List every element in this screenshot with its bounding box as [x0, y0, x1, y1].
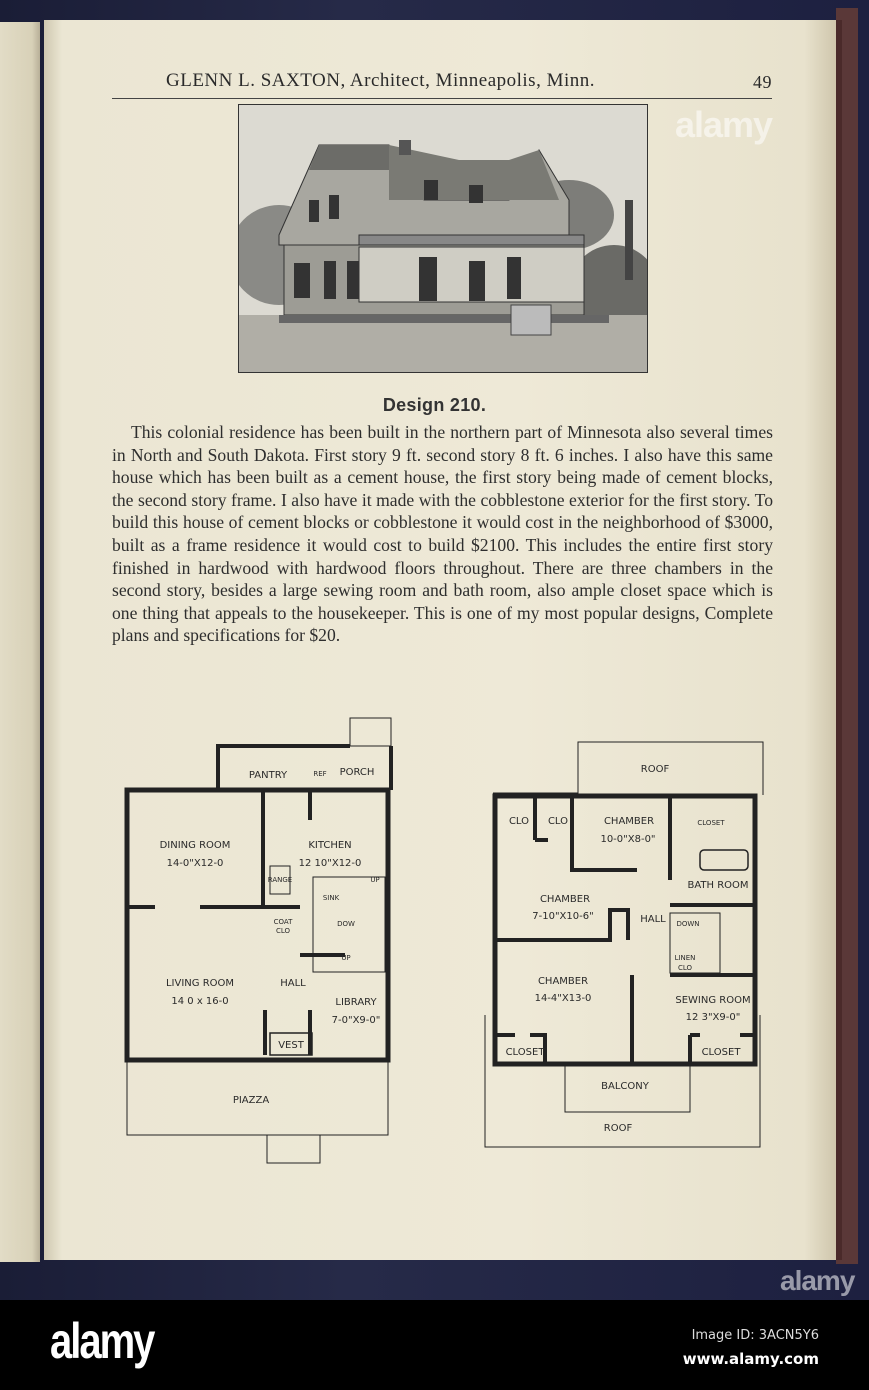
page-number: 49: [753, 72, 772, 92]
label-sink: SINK: [322, 894, 340, 902]
second-floor-labels: [506, 764, 751, 1134]
label-library-size: 7-0"X9-0": [331, 1015, 381, 1026]
label-clo-1: CLO: [508, 816, 530, 827]
label-clo: CLO: [275, 927, 291, 935]
label-chamber-3-size: 14-4"X13-0: [534, 993, 592, 1004]
site-url: www.alamy.com: [682, 1350, 819, 1368]
label-range: RANGE: [267, 876, 293, 884]
label-chamber-2: CHAMBER: [539, 894, 591, 905]
label-closet-left: CLOSET: [505, 1047, 545, 1058]
label-pantry: PANTRY: [248, 770, 288, 781]
label-roof-bottom: ROOF: [603, 1123, 633, 1134]
image-id: Image ID: 3ACN5Y6: [691, 1328, 819, 1343]
label-bath-room: BATH ROOM: [687, 880, 749, 891]
design-description: This colonial residence has been built in the northern part of Minnesota also several times in North and South Dakota. First story 9 ft. second story 8 ft. 6 inches. I also have this same house which has been built as a cement house, the first story being made of cement blocks, the second story frame. I also have it made with the cobblestone exterior for the first story. To build this house of cement blocks or cobblestone it would cost in the neighborhood of $3000, built as a frame residence it would cost to build $2100. This includes the entire first story finished in hardwood with hardwood floors throughout. There are three chambers in the second story, besides a large sewing room and bath room, also ample closet space which is one thing that appeals to the housekeeper. This is one of my most popular designs, Complete plans and specifications for $20.: [112, 422, 773, 646]
label-living-size: 14 0 x 16-0: [171, 996, 229, 1007]
alamy-logo: alamy: [50, 1314, 154, 1369]
label-sewing-size: 12 3"X9-0": [685, 1012, 741, 1023]
header-title: GLENN L. SAXTON, Architect, Minneapolis, Minn.: [166, 70, 595, 91]
label-chamber-1: CHAMBER: [603, 816, 655, 827]
label-sewing-room: SEWING ROOM: [675, 995, 751, 1006]
label-closet-top: CLOSET: [697, 819, 725, 827]
label-hall: HALL: [280, 978, 306, 989]
label-kitchen: KITCHEN: [308, 840, 352, 851]
label-down: DOW: [337, 920, 355, 928]
stock-footer: [0, 1300, 869, 1390]
label-clo-2: CLO: [547, 816, 569, 827]
label-dining-room: DINING ROOM: [159, 840, 231, 851]
label-coat: COAT: [273, 918, 293, 926]
label-kitchen-size: 12 10"X12-0: [298, 858, 362, 869]
watermark-text: alamy: [780, 1265, 855, 1296]
label-up-1: UP: [370, 876, 380, 884]
label-roof-top: ROOF: [640, 764, 670, 775]
label-chamber-1-size: 10-0"X8-0": [600, 834, 656, 845]
design-title: Design 210.: [382, 395, 487, 415]
label-closet-right: CLOSET: [701, 1047, 741, 1058]
label-chamber-3: CHAMBER: [537, 976, 589, 987]
watermark-text: alamy: [675, 104, 773, 145]
label-dining-size: 14-0"X12-0: [166, 858, 224, 869]
label-linen-clo: CLO: [677, 964, 693, 972]
label-porch: PORCH: [339, 767, 375, 778]
label-ref: REF: [313, 770, 327, 778]
label-chamber-2-size: 7-10"X10-6": [532, 911, 594, 922]
label-library: LIBRARY: [335, 997, 377, 1008]
label-vest: VEST: [278, 1040, 304, 1051]
label-hall-2: HALL: [640, 914, 666, 925]
label-piazza: PIAZZA: [232, 1095, 270, 1106]
label-up-2: UP: [341, 954, 351, 962]
label-linen: LINEN: [674, 954, 696, 962]
label-balcony: BALCONY: [601, 1081, 649, 1092]
label-down-2: DOWN: [676, 920, 700, 928]
label-living-room: LIVING ROOM: [165, 978, 235, 989]
